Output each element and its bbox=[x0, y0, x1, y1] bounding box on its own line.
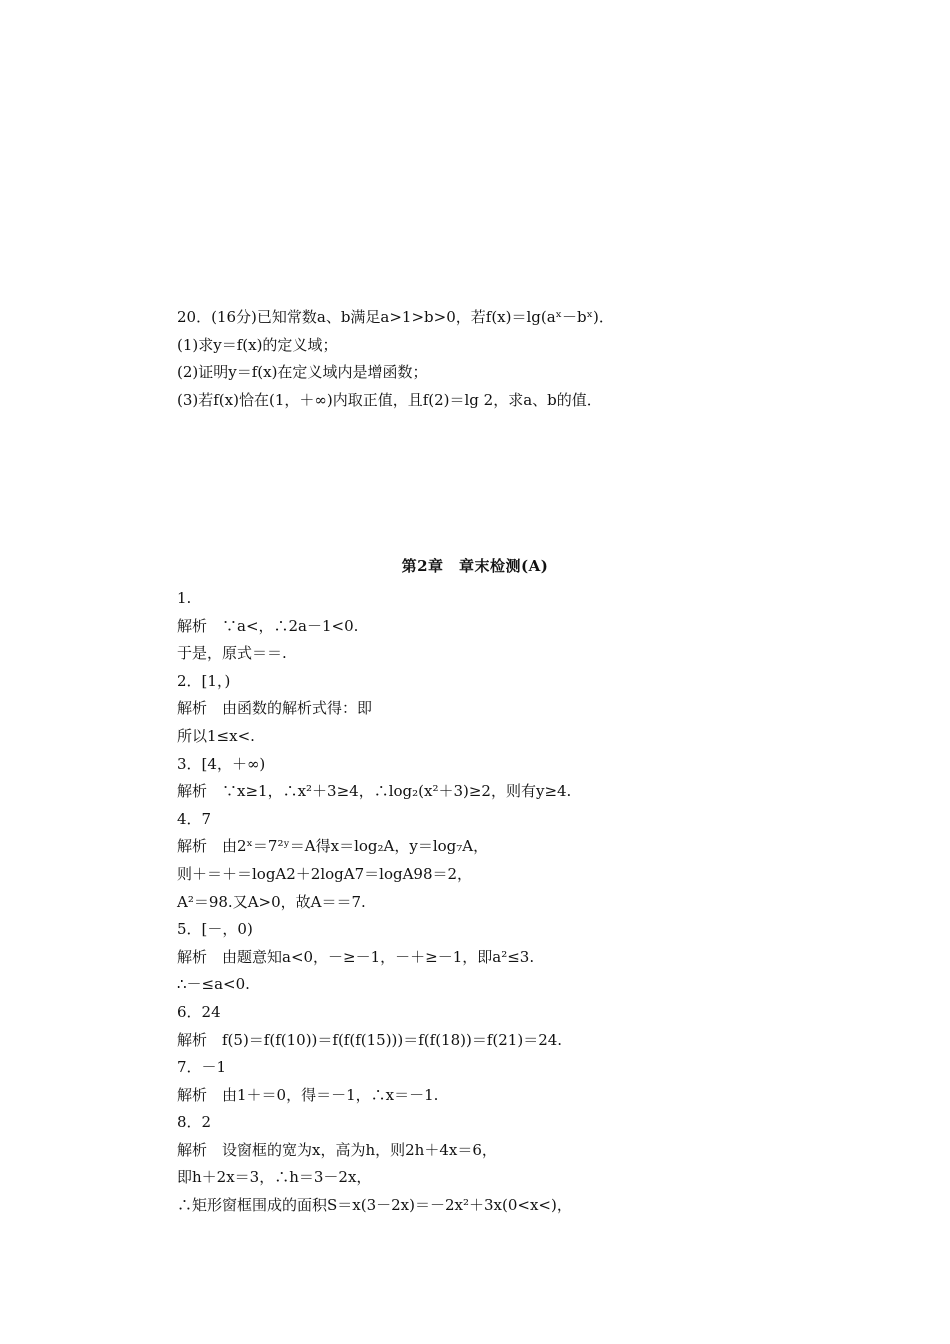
answer-line: 解析 由1＋＝0，得＝－1，∴x＝－1. bbox=[177, 1085, 439, 1104]
answer-line: 5．[－，0) bbox=[177, 920, 253, 939]
answer-line: A²＝98.又A>0，故A＝＝7. bbox=[177, 892, 366, 911]
answer-line: 3．[4，＋∞) bbox=[177, 754, 266, 773]
answer-line: 则＋＝＋＝logA2＋2logA7＝logA98＝2， bbox=[177, 864, 473, 883]
problem-statement: 20．(16分)已知常数a、b满足a>1>b>0，若f(x)＝lg(aˣ－bˣ)． bbox=[177, 308, 614, 326]
answer-line: 解析 设窗框的宽为x，高为h，则2h＋4x＝6， bbox=[177, 1140, 497, 1159]
answer-line: 1. bbox=[177, 589, 192, 607]
answer-line: 解析 ∵x≥1，∴x²＋3≥4，∴log₂(x²＋3)≥2，则有y≥4. bbox=[177, 782, 572, 801]
problem-part-3: (3)若f(x)恰在(1，＋∞)内取正值，且f(2)＝lg 2，求a、b的值． bbox=[177, 390, 602, 409]
answer-line: 解析 ∵a<，∴2a－1<0. bbox=[177, 616, 359, 635]
section-title: 第2章 章末检测(A) bbox=[401, 557, 549, 575]
answer-line: 7．－1 bbox=[177, 1058, 227, 1077]
answer-line: 8．2 bbox=[177, 1113, 212, 1132]
answer-line: 解析 由题意知a<0，－≥－1，－＋≥－1，即a²≤3. bbox=[177, 947, 535, 966]
answer-section bbox=[177, 585, 817, 1220]
answer-line: 4．7 bbox=[177, 809, 212, 828]
answer-line: 2．[1，) bbox=[177, 671, 231, 690]
answer-line: 解析 由2ˣ＝7²ʸ＝A得x＝log₂A，y＝log₇A， bbox=[177, 837, 489, 856]
answer-line: 解析 f(5)＝f(f(10))＝f(f(f(15)))＝f(f(18))＝f(21)＝24. bbox=[177, 1030, 563, 1049]
answer-line: 解析 由函数的解析式得：即 bbox=[177, 699, 373, 718]
answer-line: 6．24 bbox=[177, 1002, 221, 1021]
answer-line: ∴－≤a<0. bbox=[177, 975, 250, 994]
answer-line: 于是，原式＝＝. bbox=[177, 644, 287, 663]
problem-part-2: (2)证明y＝f(x)在定义域内是增函数； bbox=[177, 363, 428, 382]
answer-line: ∴矩形窗框围成的面积S＝x(3－2x)＝－2x²＋3x(0<x<)， bbox=[177, 1196, 572, 1215]
answer-line: 所以1≤x<. bbox=[177, 726, 255, 745]
answer-line: 即h＋2x＝3，∴h＝3－2x， bbox=[177, 1168, 372, 1187]
problem-part-1: (1)求y＝f(x)的定义域； bbox=[177, 335, 338, 354]
problem-20 bbox=[177, 304, 817, 414]
